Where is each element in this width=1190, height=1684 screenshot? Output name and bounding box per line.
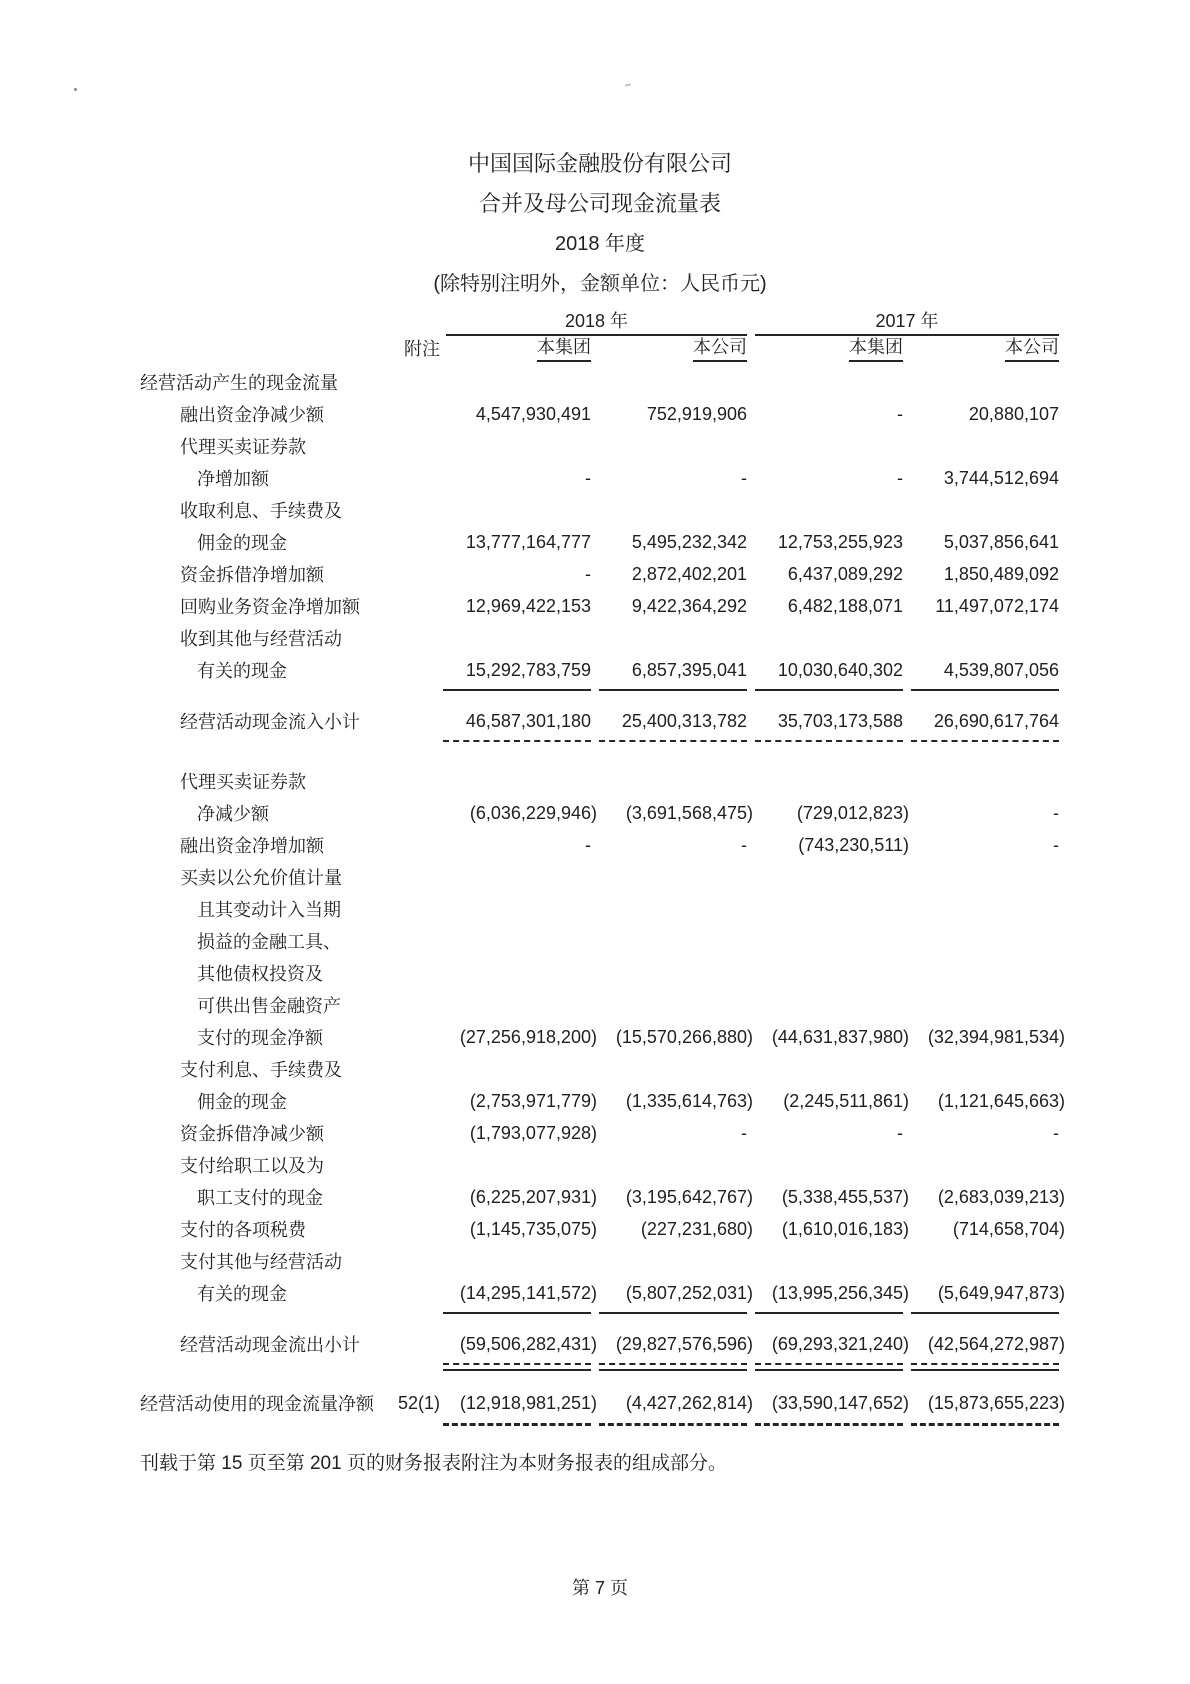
value-cell: 1,850,489,092 [943,563,1059,584]
row-label: 其他债权投资及 [197,964,323,984]
table-row [0,1277,1190,1309]
value-cell: (69,293,321,240) [771,1333,909,1354]
value-cell: (3,691,568,475) [625,802,753,823]
value-cell: (743,230,511) [798,834,909,855]
table-row [0,366,1190,398]
value-cell: - [897,1122,903,1143]
value-cell: - [897,403,903,424]
note-column-header-label: 附注 [404,339,440,359]
statement-footnote: 刊载于第 15 页至第 201 页的财务报表附注为本财务报表的组成部分。 [140,1453,727,1474]
table-row [0,494,1190,526]
value-cell: (6,225,207,931) [469,1186,597,1207]
table-row [0,430,1190,462]
table-row [0,526,1190,558]
entity-header-company-2017 [903,333,1059,362]
row-label: 代理买卖证券款 [180,437,306,457]
value-cell: - [741,834,747,855]
table-body [0,366,1190,1419]
table-row [0,797,1190,829]
table-row [0,705,1190,737]
table-row [0,1387,1190,1419]
value-cell: (4,427,262,814) [625,1392,753,1413]
value-cell: - [1053,1122,1059,1143]
value-cell: (42,564,272,987) [927,1333,1065,1354]
table-row [0,462,1190,494]
row-label: 资金拆借净增加额 [180,565,324,585]
row-label: 支付给职工以及为 [180,1156,324,1176]
value-cell: (5,338,455,537) [781,1186,909,1207]
row-label: 支付利息、手续费及 [180,1060,342,1080]
table-row [0,765,1190,797]
table-row [0,829,1190,861]
row-label: 融出资金净减少额 [180,405,324,425]
value-cell: (1,145,735,075) [469,1218,597,1239]
value-cell: (15,570,266,880) [615,1026,753,1047]
row-label: 资金拆借净减少额 [180,1124,324,1144]
value-cell: (12,918,981,251) [459,1392,597,1413]
value-cell: (729,012,823) [796,802,909,823]
value-cell: 752,919,906 [646,403,747,424]
row-note: 52(1) [397,1392,440,1413]
row-label: 经营活动使用的现金流量净额 [140,1394,374,1414]
value-cell: 5,037,856,641 [943,531,1059,552]
value-cell: (714,658,704) [952,1218,1065,1239]
year-group-2017: 2017 年 [755,307,1059,336]
table-row [0,1053,1190,1085]
table-row [0,1117,1190,1149]
row-label: 有关的现金 [197,661,287,681]
value-cell: 35,703,173,588 [777,710,903,731]
page-number: 第 7 页 [571,1578,628,1598]
row-label: 收取利息、手续费及 [180,501,342,521]
value-cell: - [1053,834,1059,855]
row-label: 损益的金融工具、 [197,932,341,952]
value-cell: (15,873,655,223) [927,1392,1065,1413]
value-cell: 6,437,089,292 [787,563,903,584]
row-label: 佣金的现金 [197,1092,287,1112]
value-cell: 26,690,617,764 [933,710,1059,731]
value-cell: (2,753,971,779) [469,1090,597,1111]
value-cell: (3,195,642,767) [625,1186,753,1207]
value-cell: 12,753,255,923 [777,531,903,552]
table-row [0,398,1190,430]
value-cell: 5,495,232,342 [631,531,747,552]
value-cell: - [585,834,591,855]
table-row [0,622,1190,654]
row-label: 净增加额 [197,469,269,489]
value-cell: 12,969,422,153 [465,595,591,616]
value-cell: (27,256,918,200) [459,1026,597,1047]
value-cell: 9,422,364,292 [631,595,747,616]
value-cell: (44,631,837,980) [771,1026,909,1047]
row-label: 经营活动现金流出小计 [180,1335,360,1355]
value-cell: (1,335,614,763) [625,1090,753,1111]
row-label: 收到其他与经营活动 [180,629,342,649]
row-label: 支付其他与经营活动 [180,1252,342,1272]
value-cell: (1,610,016,183) [781,1218,909,1239]
value-cell: 25,400,313,782 [621,710,747,731]
row-label: 且其变动计入当期 [197,900,341,920]
row-label: 代理买卖证券款 [180,772,306,792]
row-label: 职工支付的现金 [197,1188,323,1208]
value-cell: (1,793,077,928) [469,1122,597,1143]
value-cell: (5,649,947,873) [937,1282,1065,1303]
table-row [0,893,1190,925]
row-label: 经营活动产生的现金流量 [140,373,338,393]
value-cell: 20,880,107 [968,403,1059,424]
value-cell: (5,807,252,031) [625,1282,753,1303]
table-row [0,654,1190,686]
row-label: 支付的各项税费 [180,1220,306,1240]
row-label: 融出资金净增加额 [180,836,324,856]
value-cell: - [741,1122,747,1143]
table-row [0,1181,1190,1213]
entity-header-company-2018 [591,333,747,362]
value-cell: (2,683,039,213) [937,1186,1065,1207]
value-cell: (32,394,981,534) [927,1026,1065,1047]
currency-unit-note: (除特别注明外，金额单位：人民币元) [433,273,767,295]
entity-header-label: 本集团 [849,333,903,362]
table-row [0,1021,1190,1053]
table-row [0,1085,1190,1117]
value-cell: - [585,467,591,488]
value-cell: - [897,467,903,488]
statement-title: 合并及母公司现金流量表 [478,191,721,216]
value-cell: 10,030,640,302 [777,659,903,680]
row-label: 支付的现金净额 [197,1028,323,1048]
value-cell: 3,744,512,694 [943,467,1059,488]
value-cell: 4,547,930,491 [475,403,591,424]
row-label: 佣金的现金 [197,533,287,553]
row-label: 净减少额 [197,804,269,824]
value-cell: 6,857,395,041 [631,659,747,680]
document-header [0,0,1190,304]
value-cell: 11,497,072,174 [935,595,1059,616]
value-cell: (33,590,147,652) [771,1392,909,1413]
table-row [0,957,1190,989]
row-label: 经营活动现金流入小计 [180,712,360,732]
row-label: 可供出售金融资产 [197,996,341,1016]
value-cell: 6,482,188,071 [787,595,903,616]
table-row [0,925,1190,957]
table-row [0,861,1190,893]
value-cell: (59,506,282,431) [459,1333,597,1354]
value-cell: (14,295,141,572) [459,1282,597,1303]
note-column-header [394,335,440,362]
table-row [0,558,1190,590]
company-name: 中国国际金融股份有限公司 [467,151,732,176]
row-label: 有关的现金 [197,1284,287,1304]
value-cell: 13,777,164,777 [465,531,591,552]
value-cell: (29,827,576,596) [615,1333,753,1354]
table-row [0,1149,1190,1181]
value-cell: (227,231,680) [640,1218,753,1239]
entity-header-group-2018 [440,333,591,362]
entity-header-group-2017 [747,333,903,362]
table-row [0,1245,1190,1277]
value-cell: (2,245,511,861) [783,1090,909,1111]
year-group-2018: 2018 年 [446,307,747,336]
value-cell: (6,036,229,946) [469,802,597,823]
statement-period: 2018 年度 [554,233,646,255]
value-cell: - [741,467,747,488]
scan-speck [74,88,77,91]
column-header-row [0,337,1190,362]
value-cell: - [1053,802,1059,823]
entity-header-label: 本公司 [693,333,747,362]
table-row [0,989,1190,1021]
value-cell: (1,121,645,663) [937,1090,1065,1111]
entity-header-label: 本集团 [537,333,591,362]
table-row [0,590,1190,622]
value-cell: - [585,563,591,584]
value-cell: 15,292,783,759 [465,659,591,680]
value-cell: (13,995,256,345) [771,1282,909,1303]
row-label: 回购业务资金净增加额 [180,597,360,617]
table-row [0,1328,1190,1360]
entity-header-label: 本公司 [1005,333,1059,362]
value-cell: 4,539,807,056 [943,659,1059,680]
value-cell: 46,587,301,180 [465,710,591,731]
value-cell: 2,872,402,201 [631,563,747,584]
table-row [0,1213,1190,1245]
row-label: 买卖以公允价值计量 [180,868,342,888]
